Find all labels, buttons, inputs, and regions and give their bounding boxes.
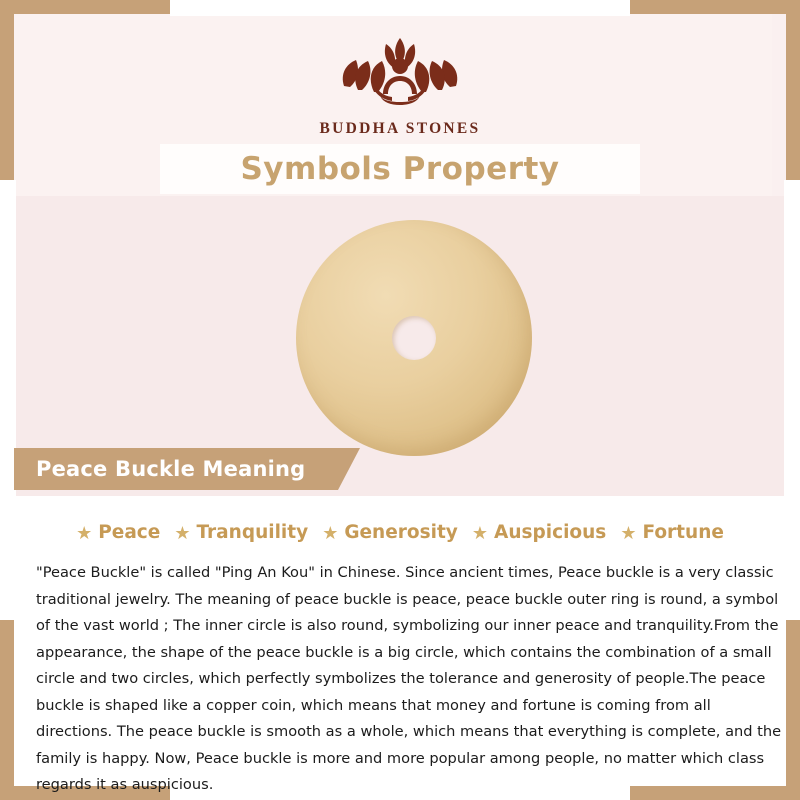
keyword-item xyxy=(322,522,458,543)
star-icon: ★ xyxy=(174,522,191,543)
star-icon: ★ xyxy=(620,522,637,543)
description-paragraph: "Peace Buckle" is called "Ping An Kou" in Chinese. Since ancient times, Peace buckle is a very classic traditional jewelry. The meaning of peace buckle is peace, peace buckle outer ring is round, a symbol of the vast world ; The inner circle is also round, symbolizing our inner peace and tranquility.From the appearance, the shape of the peace buckle is a big circle, which contains the combination of a small circle and two circles, which perfectly symbolizes the tolerance and generosity of people.The peace buckle is shaped like a copper coin, which means that money and fortune is coming from all directions. The peace buckle is smooth as a whole, which means that everything is complete, and the family is happy. Now, Peace buckle is more and more popular among people, no matter which class regards it as auspicious. xyxy=(36,564,782,793)
keyword-item xyxy=(472,522,606,543)
star-icon: ★ xyxy=(322,522,339,543)
star-icon: ★ xyxy=(471,522,489,543)
keyword-label: Auspicious xyxy=(494,522,607,543)
section-ribbon-tail xyxy=(338,448,360,490)
title-banner xyxy=(160,144,640,194)
keyword-label: Tranquility xyxy=(196,522,309,543)
peace-buckle-inner-hole xyxy=(392,316,436,360)
brand-logo xyxy=(0,20,800,138)
keyword-item xyxy=(620,522,724,543)
keyword-list xyxy=(14,522,786,543)
star-icon: ★ xyxy=(76,522,93,543)
section-ribbon-label: Peace Buckle Meaning xyxy=(36,457,306,481)
keyword-label: Generosity xyxy=(344,522,458,543)
keyword-label: Fortune xyxy=(642,522,724,543)
keyword-label: Peace xyxy=(98,522,161,543)
brand-name: BUDDHA STONES xyxy=(319,120,481,137)
keyword-item xyxy=(76,522,160,543)
peace-buckle-disc xyxy=(296,220,532,456)
frame-notch-top xyxy=(170,0,630,16)
product-image-area xyxy=(0,220,800,460)
page-title: Symbols Property xyxy=(240,151,560,187)
section-ribbon xyxy=(14,448,338,490)
lotus-meditation-icon xyxy=(310,20,490,116)
keyword-item xyxy=(174,522,308,543)
